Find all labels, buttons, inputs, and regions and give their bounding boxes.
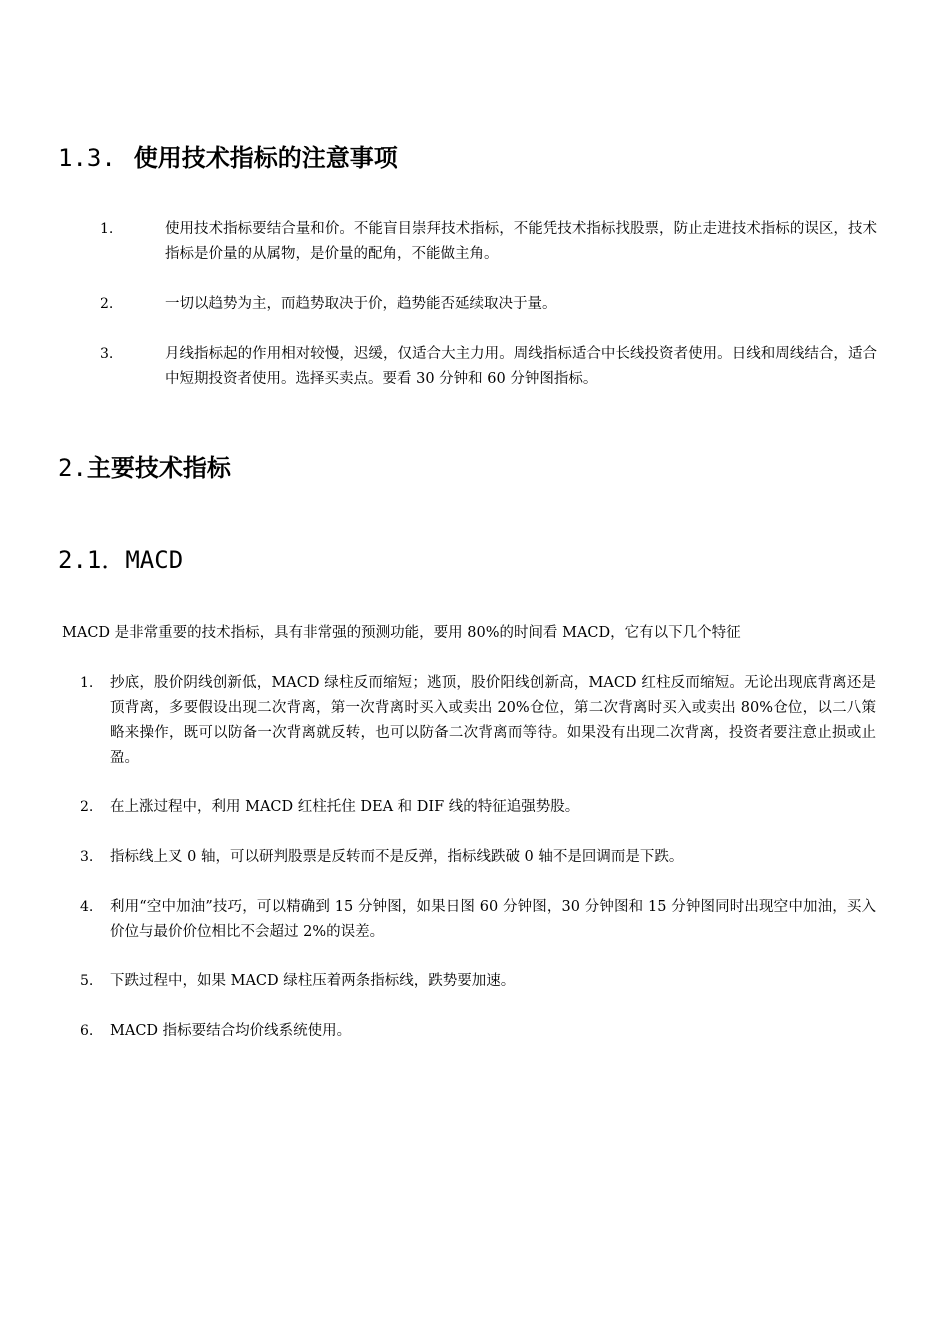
section-2-heading xyxy=(58,448,231,483)
list-item-text: 利用“空中加油”技巧，可以精确到 15 分钟图，如果日图 60 分钟图，30 分钟图和 15 分钟图同时出现空中加油，买入价位与最价价位相比不会超过 2%的误差。 xyxy=(110,899,876,940)
list-item-marker: 5. xyxy=(80,973,94,989)
section-2-title: 主要技术指标 xyxy=(86,454,231,482)
list-item-marker: 1. xyxy=(100,221,114,237)
section-1-3-title: 使用技术指标的注意事项 xyxy=(133,144,398,172)
list-item-text: 抄底，股价阴线创新低，MACD 绿柱反而缩短；逃顶，股价阳线创新高，MACD 红柱反而缩短。无论出现底背离还是顶背离，多要假设出现二次背离，第一次背离时买入或卖出 20%仓位，第二次背离时买入或卖出 80%仓位，以二八策略来操作，既可以防备一次背离就反转，也可以防备二次背离而等待。如果没有出现二次背离，投资者要注意止损或止盈。 xyxy=(110,675,876,766)
section-2-number: 2. xyxy=(58,454,87,482)
list-item-text: MACD 指标要结合均价线系统使用。 xyxy=(110,1023,352,1039)
section-2-1-heading: 2.1．MACD xyxy=(58,546,184,574)
list-item-marker: 2. xyxy=(100,296,114,312)
section-1-3-heading xyxy=(58,138,398,173)
section-1-3-number: 1.3. xyxy=(58,144,116,172)
list-item-text: 使用技术指标要结合量和价。不能盲目崇拜技术指标，不能凭技术指标找股票，防止走进技术指标的误区，技术指标是价量的从属物，是价量的配角，不能做主角。 xyxy=(165,221,877,262)
list-item-marker: 2. xyxy=(80,799,94,815)
list-item-text: 一切以趋势为主，而趋势取决于价，趋势能否延续取决于量。 xyxy=(165,296,557,312)
list-item-marker: 6. xyxy=(80,1023,94,1039)
list-item-marker: 3. xyxy=(80,849,94,865)
list-item-marker: 1. xyxy=(80,675,94,691)
list-item-text: 指标线上叉 0 轴，可以研判股票是反转而不是反弹，指标线跌破 0 轴不是回调而是下跌。 xyxy=(110,849,684,865)
list-item-marker: 4. xyxy=(80,899,94,915)
list-item-text: 下跌过程中，如果 MACD 绿柱压着两条指标线，跌势要加速。 xyxy=(110,973,516,989)
list-item-text: 月线指标起的作用相对较慢，迟缓，仅适合大主力用。周线指标适合中长线投资者使用。日线和周线结合，适合中短期投资者使用。选择买卖点。要看 30 分钟和 60 分钟图指标。 xyxy=(165,346,877,387)
list-item-text: 在上涨过程中，利用 MACD 红柱托住 DEA 和 DIF 线的特征追强势股。 xyxy=(110,799,580,815)
list-item-marker: 3. xyxy=(100,346,114,362)
macd-intro-paragraph: MACD 是非常重要的技术指标，具有非常强的预测功能，要用 80%的时间看 MACD，它有以下几个特征 xyxy=(62,625,741,641)
